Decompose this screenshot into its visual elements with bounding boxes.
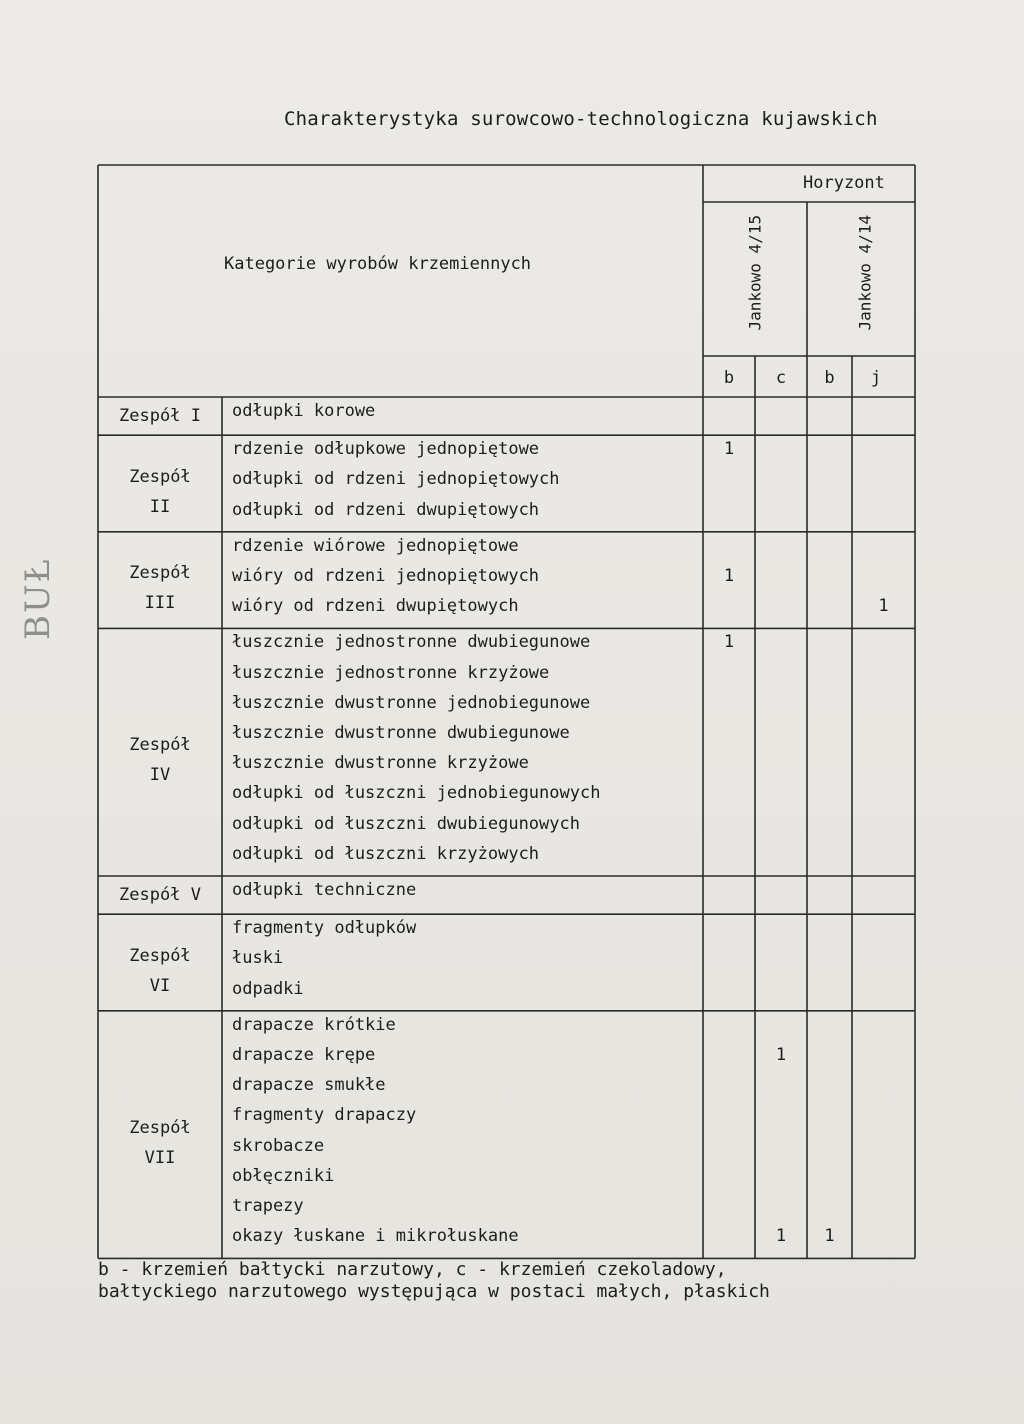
item-name: drapacze krępe <box>232 1045 376 1065</box>
item-name: okazy łuskane i mikrołuskane <box>232 1226 519 1247</box>
item-name: rdzenie wiórowe jednopiętowe <box>232 535 519 556</box>
item-name: wióry od rdzeni jednopiętowych <box>232 566 540 586</box>
item-name: obłęczniki <box>232 1165 335 1186</box>
item-name: rdzenie odłupkowe jednopiętowe <box>232 439 540 460</box>
item-count-cell: 1 <box>824 1226 835 1247</box>
header-site-2: Jankowo 4/14 <box>855 214 875 331</box>
group-label <box>98 730 222 790</box>
item-name: drapacze smukłe <box>232 1075 386 1096</box>
item-name: odpadki <box>232 978 304 999</box>
item-name: fragmenty odłupków <box>232 918 417 939</box>
item-name: łuszcznie jednostronne dwubiegunowe <box>232 632 591 653</box>
header-code-b2: b <box>824 368 835 388</box>
group-label <box>98 941 222 1001</box>
item-count-cell: 1 <box>723 566 735 586</box>
group-label-line2: VII <box>144 1147 176 1168</box>
group-label-line1: Zespół <box>129 945 191 966</box>
group-label: Zespół I <box>119 406 201 427</box>
page-title: Charakterystyka surowcowo-technologiczna kujawskich <box>284 108 878 130</box>
group-label-line2: III <box>144 593 176 614</box>
item-name: odłupki od łuszczni krzyżowych <box>232 843 540 864</box>
header-site-1: Jankowo 4/15 <box>745 214 765 331</box>
group-label <box>98 1113 222 1173</box>
group-label-line2: IV <box>149 765 171 786</box>
item-name: skrobacze <box>232 1135 325 1156</box>
footer-line-1: b - krzemień bałtycki narzutowy, c - krzemień czekoladowy, <box>98 1259 727 1280</box>
item-name: wióry od rdzeni dwupiętowych <box>232 596 519 617</box>
header-code-c: c <box>775 368 787 388</box>
item-name: drapacze krótkie <box>232 1014 396 1035</box>
group-label <box>98 558 222 618</box>
item-name: odłupki od łuszczni jednobiegunowych <box>232 783 601 804</box>
item-name: odłupki od rdzeni jednopiętowych <box>232 469 560 490</box>
item-name: łuski <box>232 948 284 969</box>
item-name: łuszcznie dwustronne krzyżowe <box>232 753 529 774</box>
group-label-line1: Zespół <box>129 735 191 756</box>
group-label-line1: Zespół <box>129 563 191 584</box>
item-name: łuszcznie dwustronne dwubiegunowe <box>232 723 570 743</box>
item-name: odłupki od rdzeni dwupiętowych <box>232 499 540 520</box>
item-count-cell: 1 <box>723 632 735 653</box>
item-count-cell: 1 <box>775 1045 787 1065</box>
item-name: odłupki korowe <box>232 401 376 421</box>
group-label-line1: Zespół <box>129 466 191 487</box>
item-name: łuszcznie dwustronne jednobiegunowe <box>232 692 591 713</box>
group-label-line2: II <box>149 496 171 517</box>
library-stamp: BUŁ <box>18 557 58 640</box>
header-horizon-label: Horyzont <box>803 173 885 193</box>
item-name: łuszcznie jednostronne krzyżowe <box>232 662 550 683</box>
item-name: odłupki techniczne <box>232 880 417 900</box>
header-code-j: j <box>870 368 882 388</box>
item-count-cell: 1 <box>878 596 889 617</box>
item-count-cell: 1 <box>723 439 735 460</box>
group-label-line2: VI <box>149 975 171 996</box>
item-name: fragmenty drapaczy <box>232 1105 417 1126</box>
group-label <box>98 462 222 522</box>
header-category-label: Kategorie wyrobów krzemiennych <box>224 254 532 274</box>
item-name: odłupki od łuszczni dwubiegunowych <box>232 813 580 834</box>
group-label-line1: Zespół <box>129 1117 191 1138</box>
group-label: Zespół V <box>119 885 201 906</box>
item-count-cell: 1 <box>775 1226 787 1247</box>
item-name: trapezy <box>232 1196 304 1216</box>
header-code-b1: b <box>723 368 735 388</box>
footer-line-2: bałtyckiego narzutowego występująca w postaci małych, płaskich <box>98 1281 770 1302</box>
